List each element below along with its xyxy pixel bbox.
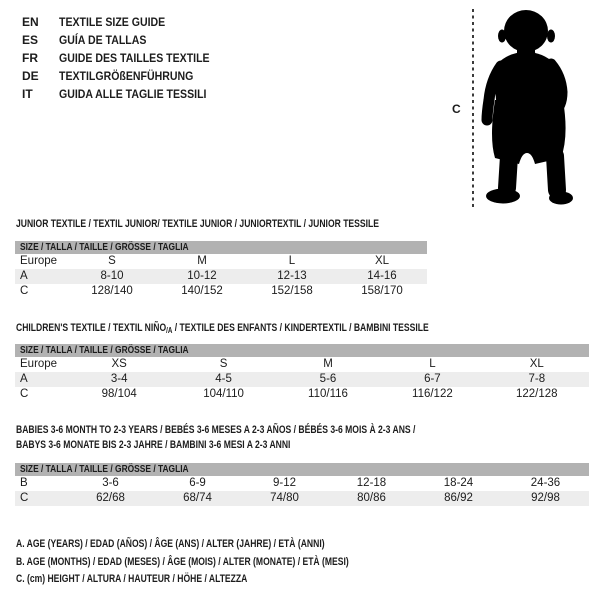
table-cell: A — [20, 270, 28, 282]
measure-legend — [16, 536, 443, 589]
legend-line-a: A. AGE (YEARS) / EDAD (AÑOS) / ÂGE (ANS) / ALTER (JAHRE) / ETÀ (ANNI) — [16, 538, 325, 550]
table-cell: C — [20, 388, 29, 400]
table-cell: XL — [374, 255, 390, 267]
language-row-fr — [22, 49, 230, 67]
table-cell: Europe — [20, 255, 58, 267]
language-row-en — [22, 13, 230, 31]
table-cell: 18-24 — [443, 477, 474, 489]
table-cell: 8-10 — [100, 270, 124, 282]
babies-size-table — [15, 463, 589, 506]
height-measure-label: C — [452, 102, 461, 116]
size-header-label: SIZE / TALLA / TAILLE / GRÖSSE / TAGLIA — [20, 463, 189, 475]
table-cell: 110/116 — [308, 388, 348, 400]
table-cell: 122/128 — [516, 388, 558, 400]
size-header-bar — [15, 344, 589, 357]
toddler-silhouette — [481, 8, 576, 213]
children-size-table — [15, 344, 589, 402]
table-cell: C — [20, 492, 29, 504]
table-cell: Europe — [20, 358, 58, 370]
table-cell: 74/80 — [270, 492, 299, 504]
babies-section-title: BABIES 3-6 MONTH TO 2-3 YEARS / BEBÉS 3-6 MESES A 2-3 AÑOS / BÉBÉS 3-6 MOIS À 2-3 ANS / BABYS 3-6 MONATE BIS 2-3 JAHRE / BAMBINI 3-6 MESI A 2-3 ANNI — [16, 424, 416, 451]
table-cell: A — [20, 373, 28, 385]
language-code: IT — [22, 87, 33, 101]
table-cell: 12-13 — [277, 270, 307, 282]
size-header-bar — [15, 463, 589, 476]
table-cell: 62/68 — [96, 492, 125, 504]
table-row-europe — [15, 357, 589, 372]
junior-size-table — [15, 241, 427, 299]
table-cell: 3-4 — [110, 373, 128, 385]
language-code: EN — [22, 15, 39, 29]
table-cell: 6-7 — [424, 373, 441, 385]
legend-line-b: B. AGE (MONTHS) / EDAD (MESES) / ÂGE (MOIS) / ALTER (MONATE) / ETÀ (MESI) — [16, 555, 349, 568]
table-row-height — [15, 387, 589, 402]
table-cell: S — [108, 255, 116, 267]
table-cell: 5-6 — [319, 373, 337, 385]
table-cell: XL — [529, 358, 544, 370]
table-cell: 152/158 — [271, 285, 313, 297]
table-cell: B — [20, 477, 28, 489]
table-cell: 6-9 — [189, 477, 206, 489]
table-cell: M — [197, 255, 207, 267]
table-cell: 4-5 — [215, 373, 232, 385]
table-cell: 158/170 — [361, 285, 403, 297]
language-row-de — [22, 67, 230, 85]
table-cell: M — [323, 358, 333, 370]
table-cell: 128/140 — [91, 285, 133, 297]
table-cell: 104/110 — [203, 388, 244, 400]
language-code: DE — [22, 69, 39, 83]
language-title: GUÍA DE TALLAS — [59, 33, 147, 47]
language-title: TEXTILGRÖßENFÜHRUNG — [59, 69, 194, 83]
table-cell: 80/86 — [357, 492, 386, 504]
language-title-list — [22, 13, 230, 103]
language-row-it — [22, 85, 230, 103]
language-code: ES — [22, 33, 39, 47]
table-row-age — [15, 372, 589, 387]
table-cell: 86/92 — [444, 492, 473, 504]
table-row-age — [15, 269, 427, 284]
table-row-age-months — [15, 476, 589, 491]
table-cell: 7-8 — [528, 373, 546, 385]
table-row-height — [15, 491, 589, 506]
junior-section-title: JUNIOR TEXTILE / TEXTIL JUNIOR/ TEXTILE JUNIOR / JUNIORTEXTIL / JUNIOR TESSILE — [16, 218, 379, 230]
language-title: GUIDE DES TAILLES TEXTILE — [59, 51, 210, 65]
table-cell: 92/98 — [531, 492, 560, 504]
table-cell: 116/122 — [412, 388, 453, 400]
legend-line-c: C. (cm) HEIGHT / ALTURA / HAUTEUR / HÖHE / ALTEZZA — [16, 573, 248, 586]
table-cell: 14-16 — [367, 270, 397, 282]
table-cell: L — [429, 358, 436, 370]
table-cell: L — [288, 255, 296, 267]
table-cell: 9-12 — [272, 477, 297, 489]
table-row-height — [15, 284, 427, 299]
table-row-europe — [15, 254, 427, 269]
table-cell: S — [219, 358, 228, 370]
language-title: GUIDA ALLE TAGLIE TESSILI — [59, 87, 207, 101]
table-cell: 10-12 — [187, 270, 217, 282]
language-title: TEXTILE SIZE GUIDE — [59, 15, 166, 29]
language-row-es — [22, 31, 230, 49]
table-cell: 12-18 — [356, 477, 387, 489]
size-header-label: SIZE / TALLA / TAILLE / GRÖSSE / TAGLIA — [20, 344, 189, 356]
table-cell: 3-6 — [102, 477, 119, 489]
language-code: FR — [22, 51, 38, 65]
table-cell: 68/74 — [183, 492, 212, 504]
table-cell: 98/104 — [101, 388, 137, 400]
table-cell: C — [20, 285, 29, 297]
height-measure-line — [471, 9, 475, 212]
table-cell: 140/152 — [181, 285, 223, 297]
table-cell: XS — [111, 358, 127, 370]
children-section-title: CHILDREN'S TEXTILE / TEXTIL $NIÑO_{/A}$ / TEXTILE DES ENFANTS / KINDERTEXTIL / BAMBINI TESSILE — [16, 322, 429, 335]
size-header-label: SIZE / TALLA / TAILLE / GRÖSSE / TAGLIA — [20, 241, 189, 253]
size-header-bar — [15, 241, 427, 254]
table-cell: 24-36 — [530, 477, 561, 489]
